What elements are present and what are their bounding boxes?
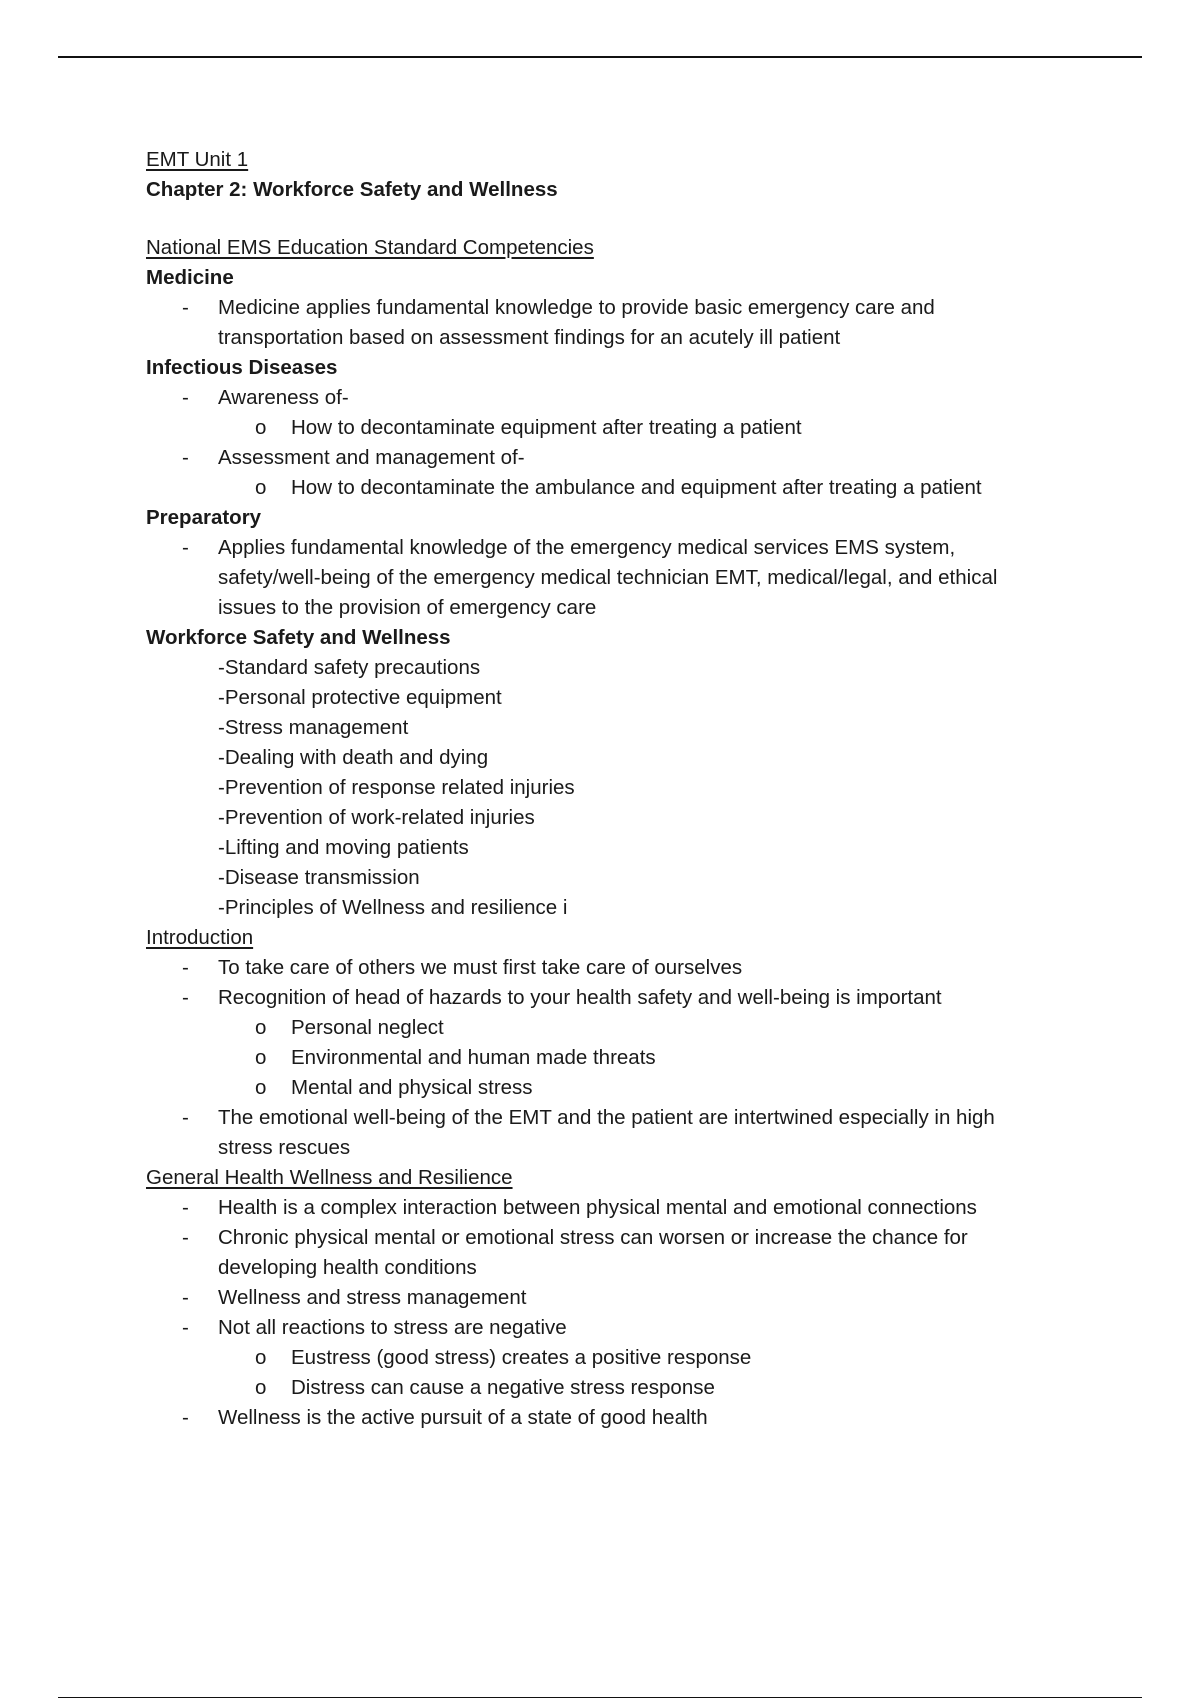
list-item: - Not all reactions to stress are negative [146, 1313, 1106, 1343]
list-item: - Health is a complex interaction between physical mental and emotional connections [146, 1193, 1106, 1223]
circle-bullet: o [255, 1376, 267, 1399]
circle-bullet: o [255, 1346, 267, 1369]
topic-item: -Prevention of response related injuries [218, 776, 575, 799]
document-body [146, 145, 1106, 1433]
list-item-continuation: stress rescues [218, 1136, 351, 1159]
dash-bullet: - [182, 1316, 189, 1339]
list-item: - Wellness is the active pursuit of a state of good health [146, 1403, 1106, 1433]
dash-bullet: - [182, 956, 189, 979]
circle-bullet: o [255, 1016, 267, 1039]
list-item: - Awareness of- [146, 383, 1106, 413]
general-health-heading: General Health Wellness and Resilience [146, 1166, 513, 1189]
topic-item: -Stress management [218, 716, 409, 739]
sub-list-item: o Mental and physical stress [146, 1073, 1106, 1103]
competencies-heading: National EMS Education Standard Competencies [146, 236, 594, 259]
medicine-heading: Medicine [146, 266, 234, 289]
sub-list-item: o Personal neglect [146, 1013, 1106, 1043]
list-item: - To take care of others we must first take care of ourselves [146, 953, 1106, 983]
dash-bullet: - [182, 1226, 189, 1249]
topic-item: -Principles of Wellness and resilience i [218, 896, 568, 919]
footer-rule [58, 1697, 1142, 1698]
list-item: - Applies fundamental knowledge of the emergency medical services EMS system, [146, 533, 1106, 563]
circle-bullet: o [255, 1076, 267, 1099]
dash-bullet: - [182, 986, 189, 1009]
workforce-heading: Workforce Safety and Wellness [146, 626, 451, 649]
sub-list-item: o Environmental and human made threats [146, 1043, 1106, 1073]
list-item: - The emotional well-being of the EMT and the patient are intertwined especially in high [146, 1103, 1106, 1133]
list-item-continuation: safety/well-being of the emergency medical technician EMT, medical/legal, and ethical [218, 566, 998, 589]
dash-bullet: - [182, 446, 189, 469]
list-item: - Wellness and stress management [146, 1283, 1106, 1313]
circle-bullet: o [255, 1046, 267, 1069]
dash-bullet: - [182, 536, 189, 559]
list-item: - Chronic physical mental or emotional stress can worsen or increase the chance for [146, 1223, 1106, 1253]
sub-list-item: o Distress can cause a negative stress response [146, 1373, 1106, 1403]
topic-item: -Standard safety precautions [218, 656, 481, 679]
dash-bullet: - [182, 296, 189, 319]
infectious-heading: Infectious Diseases [146, 356, 338, 379]
circle-bullet: o [255, 416, 267, 439]
preparatory-heading: Preparatory [146, 506, 262, 529]
list-item: - Medicine applies fundamental knowledge to provide basic emergency care and [146, 293, 1106, 323]
sub-list-item: o How to decontaminate the ambulance and equipment after treating a patient [146, 473, 1106, 503]
list-item: - Assessment and management of- [146, 443, 1106, 473]
unit-title: EMT Unit 1 [146, 148, 249, 171]
chapter-title: Chapter 2: Workforce Safety and Wellness [146, 178, 558, 201]
dash-bullet: - [182, 1406, 189, 1429]
introduction-heading: Introduction [146, 926, 254, 949]
topic-item: -Prevention of work-related injuries [218, 806, 535, 829]
dash-bullet: - [182, 1286, 189, 1309]
circle-bullet: o [255, 476, 267, 499]
list-item-continuation: issues to the provision of emergency care [218, 596, 597, 619]
header-rule [58, 56, 1142, 58]
list-item: - Recognition of head of hazards to your health safety and well-being is important [146, 983, 1106, 1013]
topic-item: -Lifting and moving patients [218, 836, 469, 859]
topic-item: -Dealing with death and dying [218, 746, 489, 769]
topic-item: -Personal protective equipment [218, 686, 502, 709]
dash-bullet: - [182, 386, 189, 409]
topic-item: -Disease transmission [218, 866, 420, 889]
sub-list-item: o Eustress (good stress) creates a positive response [146, 1343, 1106, 1373]
dash-bullet: - [182, 1196, 189, 1219]
list-item-continuation: transportation based on assessment findings for an acutely ill patient [218, 326, 841, 349]
list-item-continuation: developing health conditions [218, 1256, 477, 1279]
dash-bullet: - [182, 1106, 189, 1129]
sub-list-item: o How to decontaminate equipment after treating a patient [146, 413, 1106, 443]
